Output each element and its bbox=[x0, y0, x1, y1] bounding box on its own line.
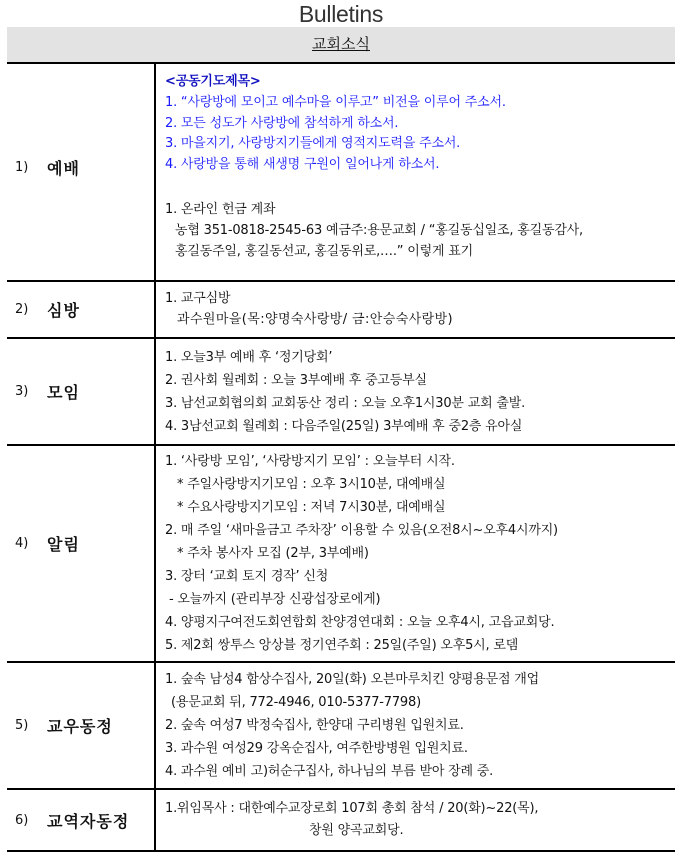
list-item: 4. 양평지구여전도회연합회 찬양경연대회 : 오늘 오후4시, 고읍교회당. bbox=[165, 615, 555, 630]
offering-title: 1. 온라인 헌금 계좌 bbox=[165, 201, 276, 217]
category-cell bbox=[7, 445, 155, 662]
row-visitation bbox=[7, 281, 675, 338]
content-cell bbox=[155, 281, 675, 338]
page-title: Bulletins bbox=[298, 1, 384, 27]
list-item: * 주일사랑방지기모임 : 오후 3시10분, 대예배실 bbox=[177, 477, 446, 492]
list-item: 5. 제2회 쌍투스 앙상블 정기연주회 : 25일(주일) 오후5시, 로뎀 bbox=[165, 638, 519, 653]
category-cell bbox=[7, 281, 155, 338]
category-number: 2) bbox=[15, 302, 29, 317]
category-number: 6) bbox=[15, 812, 29, 828]
row-meetings bbox=[7, 338, 675, 445]
list-item: 4. 3남선교회 월례회 : 다음주일(25일) 3부예배 후 중2층 유아실 bbox=[165, 418, 523, 434]
row-worship bbox=[7, 63, 675, 281]
category-name: 예배 bbox=[47, 158, 80, 178]
bulletin-table bbox=[7, 62, 675, 852]
prayer-title: <공동기도제목> bbox=[165, 74, 261, 89]
section-header bbox=[7, 27, 675, 62]
list-item: 3. 남선교회협의회 교회동산 정리 : 오늘 오후1시30분 교회 출발. bbox=[165, 395, 526, 411]
category-number: 4) bbox=[15, 536, 29, 551]
list-item: 3. 장터 ‘교회 토지 경작’ 신청 bbox=[165, 569, 329, 584]
content-cell bbox=[155, 789, 675, 851]
content-cell bbox=[155, 662, 675, 789]
row-pastor-news bbox=[7, 789, 675, 851]
category-name: 교역자동정 bbox=[47, 811, 130, 831]
list-item: * 수요사랑방지기모임 : 저녁 7시30분, 대예배실 bbox=[177, 500, 446, 515]
category-name: 알림 bbox=[47, 535, 80, 554]
prayer-item: 2. 모든 성도가 사랑방에 참석하게 하소서. bbox=[165, 115, 399, 131]
spacer bbox=[165, 176, 667, 196]
content-cell bbox=[155, 445, 675, 662]
list-item: 1. 숲속 남성4 함상수집사, 20일(화) 오븐마루치킨 양평용문점 개업 bbox=[165, 672, 540, 687]
list-item: 1. 교구심방 bbox=[165, 290, 231, 306]
list-item: 1. 오늘3부 예배 후 ‘정기당회’ bbox=[165, 349, 333, 365]
category-cell bbox=[7, 63, 155, 281]
offering-note: 홍길동주일, 홍길동선교, 홍길동위로,….” 이렇게 표기 bbox=[175, 243, 473, 259]
list-item: 1.위임목사 : 대한예수교장로회 107회 총회 참석 / 20(화)~22(목), bbox=[165, 801, 539, 816]
list-item: 2. 숲속 여성7 박정숙집사, 한양대 구리병원 입원치료. bbox=[165, 718, 464, 733]
list-item: 3. 과수원 여성29 강옥순집사, 여주한방병원 입원치료. bbox=[165, 741, 468, 756]
content-cell bbox=[155, 338, 675, 445]
category-cell bbox=[7, 338, 155, 445]
content-cell bbox=[155, 63, 675, 281]
prayer-item: 3. 마을지기, 사랑방지기들에게 영적지도력을 주소서. bbox=[165, 136, 461, 152]
category-name: 교우동정 bbox=[47, 717, 113, 736]
row-member-news bbox=[7, 662, 675, 789]
offering-account: 농협 351-0818-2545-63 예금주:용문교회 / “홍길동십일조, 홍길동감사, bbox=[175, 222, 583, 238]
category-number: 3) bbox=[15, 384, 29, 399]
list-item: * 주차 봉사자 모집 (2부, 3부예배) bbox=[177, 546, 369, 561]
category-number: 1) bbox=[15, 159, 29, 175]
category-name: 심방 bbox=[47, 301, 80, 320]
row-announcements bbox=[7, 445, 675, 662]
section-header-label: 교회소식 bbox=[312, 35, 370, 53]
prayer-item: 1. “사랑방에 모이고 예수마을 이루고” 비전을 이루어 주소서. bbox=[165, 94, 506, 110]
list-item: 창원 양곡교회당. bbox=[309, 823, 404, 838]
list-item: - 오늘까지 (관리부장 신광섭장로에게) bbox=[169, 592, 381, 607]
category-number: 5) bbox=[15, 718, 29, 733]
list-item: (용문교회 뒤, 772-4946, 010-5377-7798) bbox=[171, 695, 421, 710]
list-item: 2. 권사회 월례회 : 오늘 3부예배 후 중고등부실 bbox=[165, 372, 427, 388]
list-item: 과수원마을(목:양명숙사랑방/ 금:안승숙사랑방) bbox=[177, 311, 454, 327]
list-item: 1. ‘사랑방 모임’, ‘사랑방지기 모임’ : 오늘부터 시작. bbox=[165, 454, 455, 469]
category-cell bbox=[7, 789, 155, 851]
category-name: 모임 bbox=[47, 383, 80, 402]
category-cell bbox=[7, 662, 155, 789]
list-item: 4. 과수원 예비 고)허순구집사, 하나님의 부름 받아 장례 중. bbox=[165, 764, 494, 779]
list-item: 2. 매 주일 ‘새마을금고 주차장’ 이용할 수 있음(오전8시~오후4시까지) bbox=[165, 523, 558, 538]
prayer-item: 4. 사랑방을 통해 새생명 구원이 일어나게 하소서. bbox=[165, 157, 440, 173]
